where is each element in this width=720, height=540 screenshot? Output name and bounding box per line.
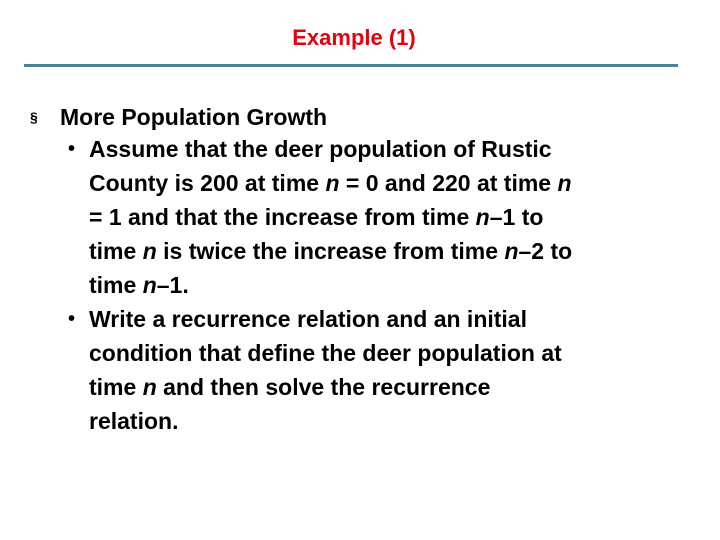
heading-item [30, 102, 690, 132]
slide-title: Example (1) [292, 25, 416, 50]
heading-text: More Population Growth [60, 104, 328, 130]
text-line: time n and then solve the recurrence [89, 374, 491, 400]
text-line: relation. [89, 408, 179, 434]
bullet-item-task [68, 302, 689, 438]
text-line: time n is twice the increase from time n–2 to [89, 238, 573, 264]
text-line: condition that define the deer population at [89, 340, 562, 366]
text-line: Write a recurrence relation and an initial [89, 306, 527, 332]
text-line: Assume that the deer population of Rustic [89, 136, 552, 162]
text-line: time n–1. [89, 272, 189, 298]
slide-content [30, 102, 690, 438]
bullet-icon: • [68, 138, 76, 160]
text-line: = 1 and that the increase from time n–1 to [89, 204, 544, 230]
bullet-item-assumption [68, 132, 689, 302]
title-divider [24, 64, 678, 67]
text-line: County is 200 at time n = 0 and 220 at time n [89, 170, 572, 196]
section-marker-icon: § [30, 109, 38, 125]
bullet-icon: • [68, 308, 76, 330]
